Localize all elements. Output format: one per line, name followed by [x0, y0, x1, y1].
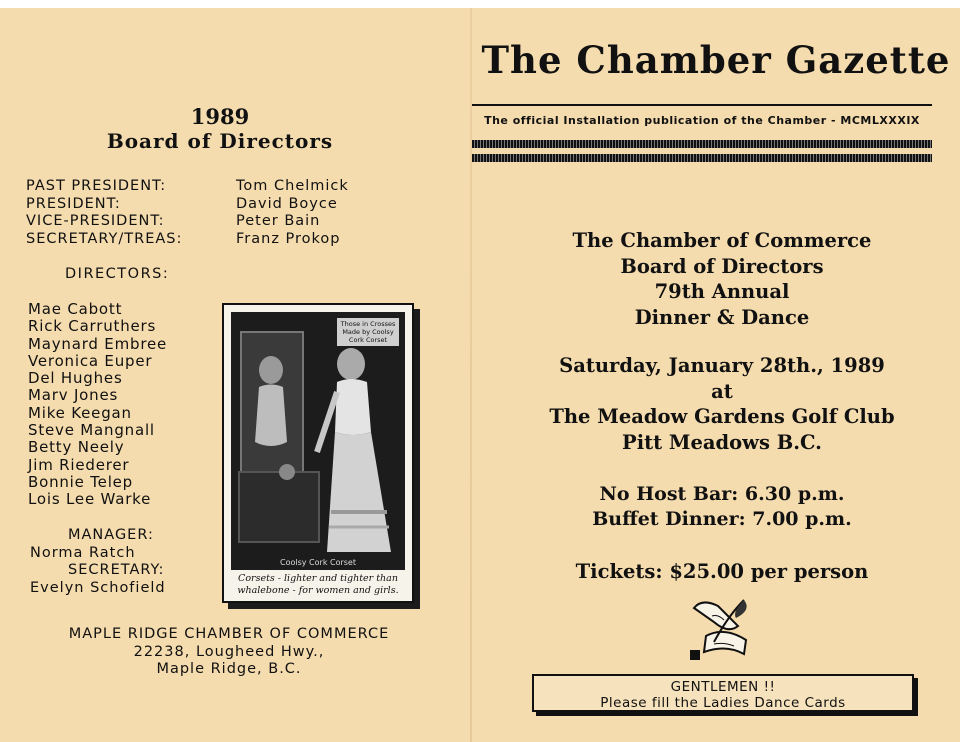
scan-edge	[0, 0, 960, 8]
director-name: Rick Carruthers	[28, 317, 157, 336]
address-line: 22238, Lougheed Hwy.,	[133, 643, 325, 660]
photo-caption	[228, 573, 408, 597]
director-name: Steve Mangnall	[28, 421, 155, 440]
board-title: Board of Directors	[106, 129, 334, 153]
officer-role: PRESIDENT:	[26, 195, 121, 212]
time-line: No Host Bar: 6.30 p.m.	[599, 483, 845, 505]
secretary-label: SECRETARY:	[68, 562, 165, 578]
masthead-rule	[472, 104, 932, 106]
caption-line: whalebone - for women and girls.	[237, 585, 399, 596]
masthead-bar	[472, 140, 932, 148]
photo-tag: Those in Crosses Made by Coolsy Cork Corset	[337, 318, 399, 346]
left-panel	[0, 8, 470, 742]
quill-scroll-icon	[684, 596, 758, 664]
officer-role: SECRETARY/TREAS:	[26, 230, 183, 247]
chamber-address	[0, 626, 458, 679]
director-name: Marv Jones	[28, 386, 119, 405]
event-line: Board of Directors	[620, 254, 824, 278]
masthead-tagline: The official Installation publication of the Chamber - MCMLXXXIX	[484, 114, 920, 127]
event-line: The Chamber of Commerce	[572, 229, 872, 252]
event-times	[472, 482, 960, 532]
officer-row	[26, 178, 349, 196]
director-name: Betty Neely	[28, 438, 125, 457]
officer-name: Tom Chelmick	[236, 178, 349, 194]
officer-role: VICE-PRESIDENT:	[26, 213, 165, 229]
photo-maker: Coolsy Cork Corset	[280, 558, 356, 567]
vanity-illustration	[231, 312, 405, 570]
notice-text: Please fill the Ladies Dance Cards	[600, 695, 846, 711]
director-name: Lois Lee Warke	[28, 490, 152, 509]
time-line: Buffet Dinner: 7.00 p.m.	[592, 508, 852, 530]
address-line: Maple Ridge, B.C.	[156, 661, 302, 677]
event-line: Dinner & Dance	[634, 305, 810, 329]
director-name: Veronica Euper	[28, 351, 153, 370]
officer-name: Franz Prokop	[236, 230, 341, 247]
date-line: Saturday, January 28th., 1989	[559, 354, 885, 377]
board-year: 1989	[190, 104, 250, 129]
date-line: Pitt Meadows B.C.	[622, 430, 822, 454]
director-name: Del Hughes	[28, 369, 123, 388]
director-name: Bonnie Telep	[28, 472, 134, 491]
ticket-price: Tickets: $25.00 per person	[575, 560, 869, 583]
officer-name: Peter Bain	[236, 213, 321, 229]
event-title	[472, 228, 960, 330]
masthead-title: The Chamber Gazette	[481, 38, 951, 82]
directors-heading: DIRECTORS:	[65, 266, 170, 282]
masthead-bar	[472, 154, 932, 162]
officers-list	[26, 178, 349, 248]
corset-advertisement	[222, 303, 414, 603]
manager-name: Norma Ratch	[30, 544, 136, 561]
secretary-name: Evelyn Schofield	[30, 579, 166, 596]
officer-row	[26, 231, 349, 249]
corset-photo	[231, 312, 405, 570]
right-panel	[472, 8, 960, 742]
notice-heading: GENTLEMEN !!	[670, 679, 776, 695]
caption-line: Corsets - lighter and tighter than	[238, 573, 398, 584]
director-name: Maynard Embree	[28, 334, 168, 353]
event-line: 79th Annual	[654, 280, 790, 303]
dance-card-notice	[532, 674, 914, 712]
manager-label: MANAGER:	[68, 527, 154, 543]
officer-name: David Boyce	[236, 195, 338, 212]
date-line: at	[711, 379, 733, 403]
event-date-venue	[472, 353, 960, 455]
staff-block	[30, 527, 166, 597]
director-name: Mike Keegan	[28, 403, 132, 422]
officer-row	[26, 213, 349, 231]
directors-list	[28, 301, 167, 509]
officer-row	[26, 196, 349, 214]
address-line: MAPLE RIDGE CHAMBER OF COMMERCE	[68, 626, 390, 642]
date-line: The Meadow Gardens Golf Club	[549, 405, 895, 428]
director-name: Mae Cabott	[28, 300, 123, 318]
director-name: Jim Riederer	[28, 455, 130, 474]
officer-role: PAST PRESIDENT:	[26, 178, 167, 194]
